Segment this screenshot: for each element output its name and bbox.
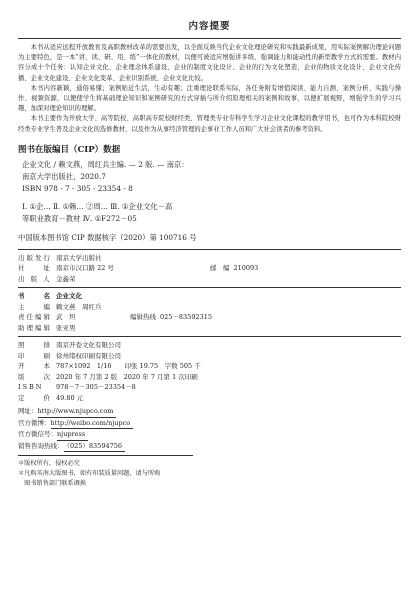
address-row bbox=[18, 263, 262, 274]
divider bbox=[18, 287, 401, 288]
copyright-note: ＊版权所有，侵权必究 bbox=[18, 460, 80, 468]
editor-value: 赖文燕 周红兵 bbox=[56, 302, 102, 311]
book-section bbox=[18, 291, 401, 333]
divider bbox=[18, 455, 193, 456]
summary-paragraph: 本书内容新颖，通俗易懂；案例贴近生活，生动有趣；注重理论联系实际，各任务附有增值阅读、能力自测、案例分析、实践与操作、视频资源，以便使学生将基础理论知识和案例研究的方式穿插与所介绍原理相关的案例和故事，以便扩展视野，增强学生的学习兴趣，加深对理论知识的理解。 bbox=[18, 84, 401, 113]
book-title-label: 书 名 bbox=[18, 292, 52, 301]
summary-title: 内容提要 bbox=[188, 21, 231, 32]
publisher-label: 出版发行 bbox=[18, 253, 52, 262]
responsible-editor-row bbox=[18, 312, 216, 323]
cip-block bbox=[18, 159, 401, 225]
publisher-person-value: 金鑫荣 bbox=[56, 274, 76, 283]
assistant-editor-label: 助理编辑 bbox=[18, 323, 52, 332]
edition-row bbox=[18, 372, 205, 383]
cip-line: 企业文化 / 赖文燕，周红兵主编. — 2 版. — 南京： bbox=[22, 159, 189, 169]
edition-label: 版 次 bbox=[18, 372, 52, 381]
contact-wechat: 官方微信号：njupress bbox=[18, 429, 401, 441]
production-section bbox=[18, 340, 401, 403]
isbn-label: ISBN bbox=[18, 383, 44, 392]
cip-classification: Ⅰ. ①企… Ⅱ. ①赖… ②周… Ⅲ. ①企业文化－高 bbox=[22, 201, 173, 211]
printing-row bbox=[18, 351, 205, 362]
publisher-value: 南京大学出版社 bbox=[56, 253, 102, 262]
format-value: 787×1092 1/16 印张 19.75 字数 505 千 bbox=[56, 362, 201, 371]
cip-bottom-rule bbox=[18, 249, 401, 250]
publisher-person-label: 出 版 人 bbox=[18, 274, 52, 283]
summary-top-rule bbox=[18, 38, 401, 39]
editor-label: 主 编 bbox=[18, 302, 52, 311]
contacts-section bbox=[18, 406, 401, 452]
typesetting-label: 照 排 bbox=[18, 341, 52, 350]
edition-value: 2020 年 7 月第 2 版 2020 年 7 月第 1 次印刷 bbox=[56, 372, 198, 381]
divider bbox=[18, 336, 401, 337]
responsible-editor-value: 武 坦 bbox=[56, 313, 76, 322]
price-label: 定 价 bbox=[18, 393, 52, 402]
assistant-editor-row bbox=[18, 323, 216, 334]
website-link[interactable]: http://www.njupco.com bbox=[38, 406, 117, 418]
contact-website: 网址：http://www.njupco.com bbox=[18, 406, 401, 418]
hotline-value: 025－83592315 bbox=[160, 313, 212, 322]
typesetting-value: 南京开卷文化有限公司 bbox=[56, 341, 121, 350]
copyright-page bbox=[18, 10, 401, 590]
contact-weibo: 官方微博：http://weibo.com/njupco bbox=[18, 418, 401, 430]
cip-classification: 等职业教育－教材 Ⅳ. ①F272－05 bbox=[22, 213, 137, 223]
address-value: 南京市汉口路 22 号 bbox=[56, 264, 114, 273]
assistant-editor-value: 张亚男 bbox=[56, 323, 76, 332]
editor-row bbox=[18, 302, 216, 313]
format-row bbox=[18, 361, 205, 372]
price-row bbox=[18, 393, 205, 404]
publisher-section bbox=[18, 253, 401, 285]
isbn-row bbox=[18, 382, 205, 393]
postcode-value: 210093 bbox=[233, 264, 259, 273]
footer-notes bbox=[18, 459, 401, 489]
isbn-value: 978－7－305－23354－8 bbox=[56, 383, 136, 392]
weibo-link[interactable]: http://weibo.com/njupco bbox=[51, 418, 134, 430]
cip-line: 南京大学出版社，2020.7 bbox=[22, 171, 106, 181]
summary-paragraph: 本书主要作为开放大学、高等院校、高职高专院校财经类、管理类专业专科学生学习企业文化课程的教学用书，也可作为本科院校财经类专业学生普及企业文化的选修教材，以及作为从事经济管理的企事业工作人员和广大社会读者的参考资料。 bbox=[18, 115, 401, 133]
postcode-label: 邮 编 bbox=[210, 264, 230, 273]
book-title-value: 企业文化 bbox=[56, 292, 82, 301]
cip-heading: 图书在版编目（CIP）数据 bbox=[18, 144, 121, 155]
price-value: 49.80 元 bbox=[56, 393, 84, 402]
responsible-editor-label: 责任编辑 bbox=[18, 313, 52, 322]
cip-line: ISBN 978 - 7 - 305 - 23354 - 8 bbox=[22, 183, 133, 193]
address-label: 社 址 bbox=[18, 264, 52, 273]
printing-value: 徐州绪权印刷有限公司 bbox=[56, 351, 121, 360]
printing-label: 印 刷 bbox=[18, 351, 52, 360]
format-label: 开 本 bbox=[18, 362, 52, 371]
quality-note-cont: 图书销售部门联系调换 bbox=[18, 480, 87, 488]
publisher-row bbox=[18, 253, 262, 264]
book-title-row bbox=[18, 291, 216, 302]
wechat-id: njupress bbox=[57, 429, 88, 441]
cip-number: 中国版本图书馆 CIP 数据核字（2020）第 100716 号 bbox=[18, 232, 197, 242]
hotline-label: 编辑热线 bbox=[130, 313, 156, 322]
typesetting-row bbox=[18, 340, 205, 351]
quality-note: ＊凡购买南大版图书，如有印装质量问题，请与所购 bbox=[18, 470, 161, 478]
summary-paragraph: 本书从适应远程开放教育及高职教材改革的需要出发，以全面反映当代企业文化理论研究和实践最新成果，用实际案例解决理论问题为主要特色，是一本“讲、读、研、用、练”一体化的教材，以便可被适应增强讲多练、强调能力和能动性的新型教学方式的需要。教材内容分成十个任务：认知企业文化、企业理念体系建设、企业的制度文化设计、企业的行为文化塑造、企业的物质文化设计、企业文化传播、企业文化建设、企业文化变革、企业识别系统、企业文化比较。 bbox=[18, 44, 401, 82]
contact-hotline: 销售咨询热线：（025）83594756 bbox=[18, 441, 401, 453]
sales-hotline: （025）83594756 bbox=[64, 441, 126, 453]
publisher-person-row bbox=[18, 274, 262, 285]
